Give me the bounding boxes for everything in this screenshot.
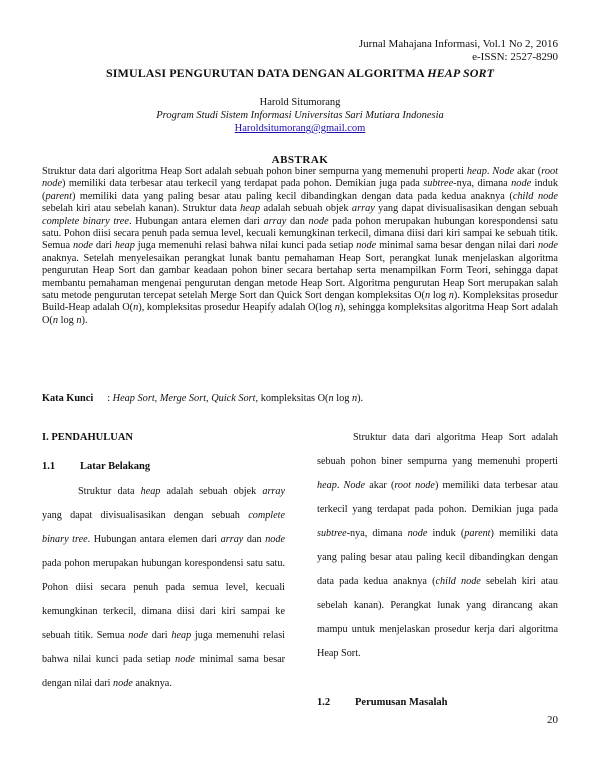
keywords xyxy=(42,393,558,404)
journal-citation: Jurnal Mahajana Informasi, Vol.1 No 2, 2016 xyxy=(358,38,558,50)
journal-header xyxy=(359,38,558,64)
abstract-text: Struktur data dari algoritma Heap Sort adalah sebuah pohon biner sempurna yang memenuhi properti heap. Node akar (root node) memiliki data terbesar atau terkecil yang terdapat pada pohon. Demikian juga pada subtree-nya, dimana node induk (parent) memiliki data yang paling besar atau paling kecil dibandingkan dengan data pada kedua anaknya (child node sebelah kiri atau sebelah kanan). Struktur data heap adalah sebuah objek array yang dapat divisualisasikan dengan sebuah complete binary tree. Hubungan antara elemen dari array dan node pada pohon merupakan hubungan korespondensi satu satu. Pohon diisi secara penuh pada semua level, kecuali kemungkinan terkecil, dimana diisi dari kiri sampai ke sebuah titik. Semua node dari heap juga memenuhi relasi bahwa nilai kunci pada setiap node minimal sama besar dengan nilai dari node anaknya. Setelah menyelesaikan perangkat lunak bantu pemahaman Heap Sort, perangkat lunak menjelaskan algoritma pengurutan Heap Sort dan gambar keadaan pohon biner secara bertahap serta menampilkan Form Teori, sehingga dapat membantu pemahaman mengenai pengurutan dengan metode Heap Sort. Algoritma pengurutan Heap Sort merupakan salah satu metode pengurutan tercepat setelah Merge Sort dan Quick Sort dengan kompleksitas O(n log n). Kompleksitas prosedur Build-Heap adalah O(n), kompleksitas prosedur Heapify adalah O(log n), sehingga kompleksitas algoritma Heap Sort adalah O(n log n). xyxy=(42,166,559,326)
paper-title-italic: HEAP SORT xyxy=(427,66,495,80)
page-number: 20 xyxy=(547,714,558,726)
right-column-paragraph: Struktur data dari algoritma Heap Sort adalah sebuah pohon biner sempurna yang memenuhi properti heap. Node akar (root node) memiliki data terbesar atau terkecil yang terdapat pada pohon. Demikian juga pada subtree-nya, dimana node induk (parent) memiliki data yang paling besar atau paling kecil dibandingkan dengan data pada kedua anaknya (child node sebelah kiri atau sebelah kanan). Perangkat lunak yang dirancang akan mampu untuk menjelaskan prosedur kerja dari algoritma Heap Sort. xyxy=(317,432,558,659)
subsection-number: 1.1 xyxy=(42,461,56,472)
author-name: Harold Situmorang xyxy=(259,97,341,108)
subsection-title: Latar Belakang xyxy=(80,461,151,472)
abstract-heading: ABSTRAK xyxy=(271,154,329,166)
paper-title xyxy=(0,66,600,81)
paper-title-main: SIMULASI PENGURUTAN DATA DENGAN ALGORITMA xyxy=(105,66,425,80)
section-title: PENDAHULUAN xyxy=(51,432,134,443)
keywords-italic: Heap Sort, Merge Sort, Quick Sort xyxy=(112,393,256,404)
keywords-text-2: log xyxy=(333,393,352,404)
author-email-link[interactable]: Haroldsitumorang@gmail.com xyxy=(234,123,366,134)
keywords-separator: : xyxy=(107,393,113,404)
keywords-n2: n xyxy=(351,393,358,404)
section-number: I. xyxy=(42,432,49,443)
keywords-text-3: ). xyxy=(357,393,364,404)
keywords-label: Kata Kunci xyxy=(42,393,94,404)
section-heading-pendahuluan xyxy=(42,432,133,443)
journal-issn: e-ISSN: 2527-8290 xyxy=(472,51,558,63)
subsection-heading-perumusan-masalah xyxy=(317,697,447,708)
keywords-text-1: , kompleksitas O( xyxy=(255,393,329,404)
keywords-n1: n xyxy=(328,393,334,404)
author-affiliation: Program Studi Sistem Informasi Universitas Sari Mutiara Indonesia xyxy=(156,110,444,121)
left-column-paragraph: Struktur data heap adalah sebuah objek array yang dapat divisualisasikan dengan sebuah complete binary tree. Hubungan antara elemen dari array dan node pada pohon merupakan hubungan korespondensi satu satu. Pohon diisi secara penuh pada semua level, kecuali kemungkinan terkecil, dimana diisi dari kiri sampai ke sebuah titik. Semua node dari heap juga memenuhi relasi bahwa nilai kunci pada setiap node minimal sama besar dengan nilai dari node anaknya. xyxy=(42,486,286,689)
author-block xyxy=(0,96,600,135)
subsection-heading-latar-belakang xyxy=(42,461,150,472)
subsection-title: Perumusan Masalah xyxy=(355,697,448,708)
subsection-number: 1.2 xyxy=(317,697,331,708)
